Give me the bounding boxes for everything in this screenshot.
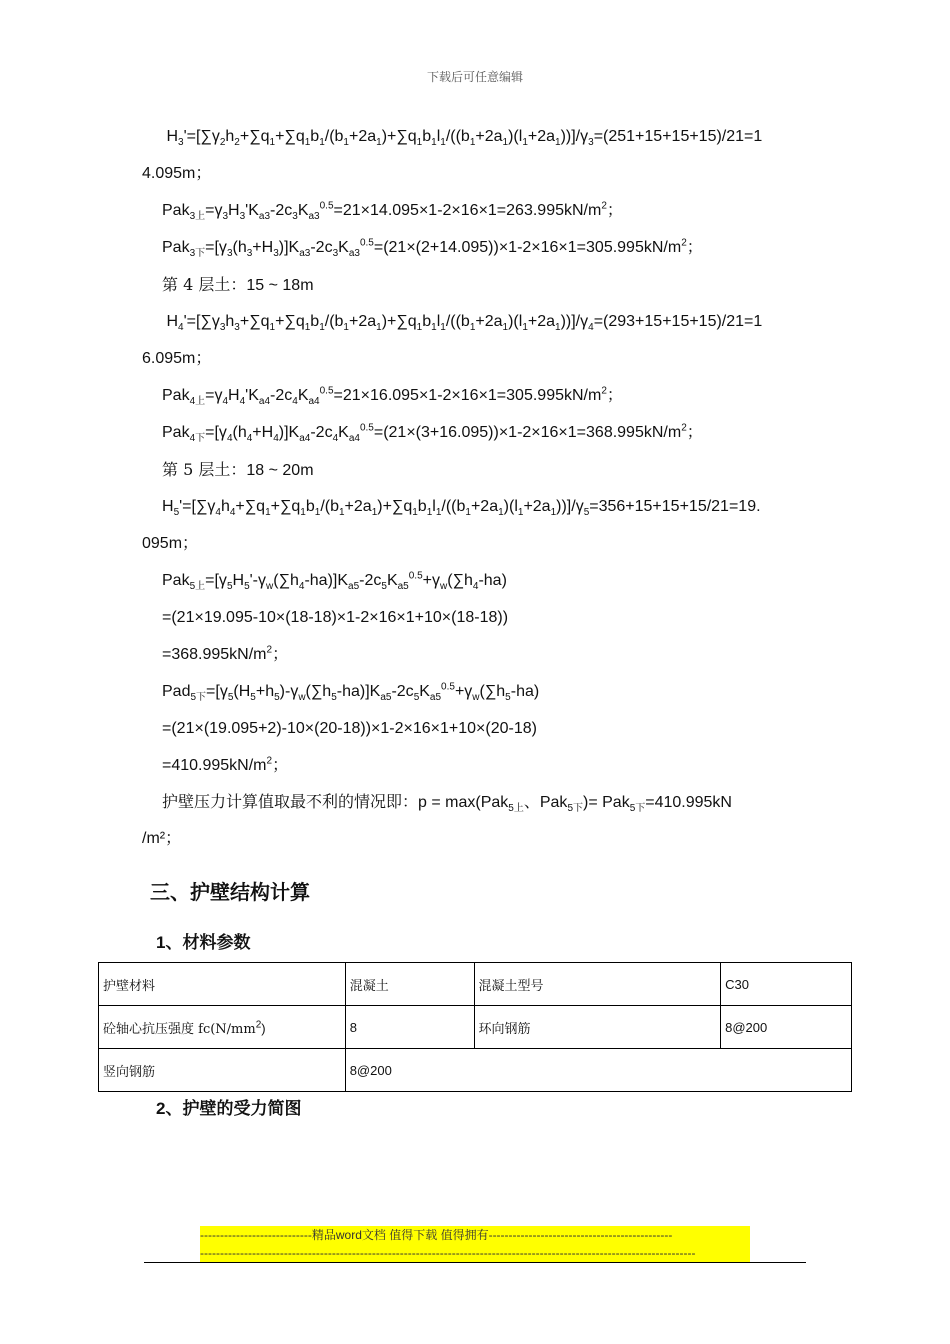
formula-pak5-upper-calc: =(21×19.095-10×(18-18)×1-2×16×1+10×(18-18)) bbox=[162, 609, 509, 626]
formula-pak4-upper: $Pak_{4上}=\gamma_4H_4'K_{a4}-2c_4K_{a4}^{0.5}=21\times 16.095\times 1-2\times 16\times 1=305.995kN/m^2$； bbox=[162, 385, 623, 408]
material-params-table bbox=[98, 962, 852, 1092]
formula-pad5-lower: $Pad_{5下}=[\gamma_5(H_5+h_5)-\gamma_w(\sum h_5-ha)]K_{a5}-2c_5K_{a5}^{0.5}+\gamma_w(\sum h_5-ha)$ bbox=[162, 681, 540, 704]
formula-pak3-upper: $Pak_{3上}=\gamma_3H_3'K_{a3}-2c_3K_{a3}^{0.5}=21\times 14.095\times 1-2\times 16\times 1=263.995kN/m^2$； bbox=[162, 200, 623, 223]
conclusion-prefix: 护壁压力计算值取最不利的情况即： bbox=[162, 792, 419, 811]
table-cell: 混凝土 bbox=[345, 963, 474, 1006]
footer-line2: ---------------------------------------------------------------------------------------------------------------------------- bbox=[200, 1246, 696, 1260]
formula-h3-line1: $H_3'=[\sum\gamma_2h_2+\sum q_1+\sum q_1b_1/(b_1+2a_1)+\sum q_1b_1l_1/((b_1+2a_1)(l_1+2a_1))]/\gamma_3=(251+15+15+15)/21=1$ bbox=[162, 128, 763, 149]
table-cell: 8@200 bbox=[345, 1049, 851, 1092]
page-header: 下载后可任意编辑 bbox=[426, 70, 523, 84]
layer4-title: 第 4 层土： bbox=[162, 275, 247, 294]
formula-h4-line1: $H_4'=[\sum\gamma_3h_3+\sum q_1+\sum q_1b_1/(b_1+2a_1)+\sum q_1b_1l_1/((b_1+2a_1)(l_1+2a_1))]/\gamma_4=(293+15+15+15)/21=1$ bbox=[162, 313, 763, 334]
table-cell bbox=[99, 1006, 346, 1049]
subsection-diagram-title: 2、护壁的受力简图 bbox=[156, 1099, 302, 1118]
layer5-title: 第 5 层土： bbox=[162, 460, 247, 479]
formula-h3-line2: 4.095m； bbox=[142, 165, 212, 182]
conclusion-line1: 护壁压力计算值取最不利的情况即：p = max(Pak$_{5上}$、Pak$_{5下}$)= Pak$_{5下}$=410.995kN bbox=[162, 792, 732, 815]
formula-pak3-lower: $Pak_{3下}=[\gamma_3(h_3+H_3)]K_{a3}-2c_3K_{a3}^{0.5}=(21\times(2+14.095))\times 1-2\times 16\times 1=305.995kN/m^2$； bbox=[162, 237, 703, 260]
table-cell: 混凝土型号 bbox=[474, 963, 721, 1006]
formula-pak4-lower: $Pak_{4下}=[\gamma_4(h_4+H_4)]K_{a4}-2c_4K_{a4}^{0.5}=(21\times(3+16.095))\times 1-2\times 16\times 1=368.995kN/m^2$； bbox=[162, 422, 703, 445]
subsection-materials-title: 1、材料参数 bbox=[156, 933, 251, 952]
formula-pad5-lower-calc: =(21×(19.095+2)-10×(20-18))×1-2×16×1+10×(20-18) bbox=[162, 720, 537, 737]
table-cell: 护壁材料 bbox=[99, 963, 346, 1006]
layer4-heading bbox=[162, 275, 314, 296]
table-cell: C30 bbox=[721, 963, 852, 1006]
footer-banner bbox=[200, 1226, 750, 1262]
formula-pak5-upper-result: $=368.995kN/m^2$； bbox=[162, 644, 289, 663]
formula-pad5-lower-result: $=410.995kN/m^2$； bbox=[162, 755, 289, 774]
section-title: 三、护壁结构计算 bbox=[150, 882, 310, 904]
table-row bbox=[99, 1006, 852, 1049]
layer4-range: 15 ~ 18m bbox=[246, 277, 314, 294]
formula-h5-line2: 095m； bbox=[142, 535, 199, 552]
formula-h5-line1: $H_5'=[\sum\gamma_4h_4+\sum q_1+\sum q_1b_1/(b_1+2a_1)+\sum q_1b_1l_1/((b_1+2a_1)(l_1+2a_1))]/\gamma_5=356+15+15+15/21=19$. bbox=[162, 498, 761, 519]
formula-pak5-upper: $Pak_{5上}=[\gamma_5H_5'-\gamma_w(\sum h_4-ha)]K_{a5}-2c_5K_{a5}^{0.5}+\gamma_w(\sum h_4-ha)$ bbox=[162, 570, 507, 593]
cell-sup: 2 bbox=[255, 1019, 262, 1031]
table-cell: 8 bbox=[345, 1006, 474, 1049]
cell-text-end: ) bbox=[261, 1020, 266, 1036]
table-cell: 8@200 bbox=[721, 1006, 852, 1049]
table-row bbox=[99, 963, 852, 1006]
footer-line1: ----------------------------精品word文档 值得下载 值得拥有---------------------------------------------- bbox=[200, 1228, 673, 1242]
layer5-heading bbox=[162, 460, 314, 481]
table-cell: 环向钢筋 bbox=[474, 1006, 721, 1049]
table-cell: 竖向钢筋 bbox=[99, 1049, 346, 1092]
table-row bbox=[99, 1049, 852, 1092]
footer-rule bbox=[144, 1262, 806, 1263]
formula-h4-line2: 6.095m； bbox=[142, 350, 212, 367]
conclusion-line2: /m²； bbox=[142, 830, 182, 847]
layer5-range: 18 ~ 20m bbox=[246, 462, 314, 479]
cell-text: 砼轴心抗压强度 fc(N/mm bbox=[103, 1021, 256, 1037]
